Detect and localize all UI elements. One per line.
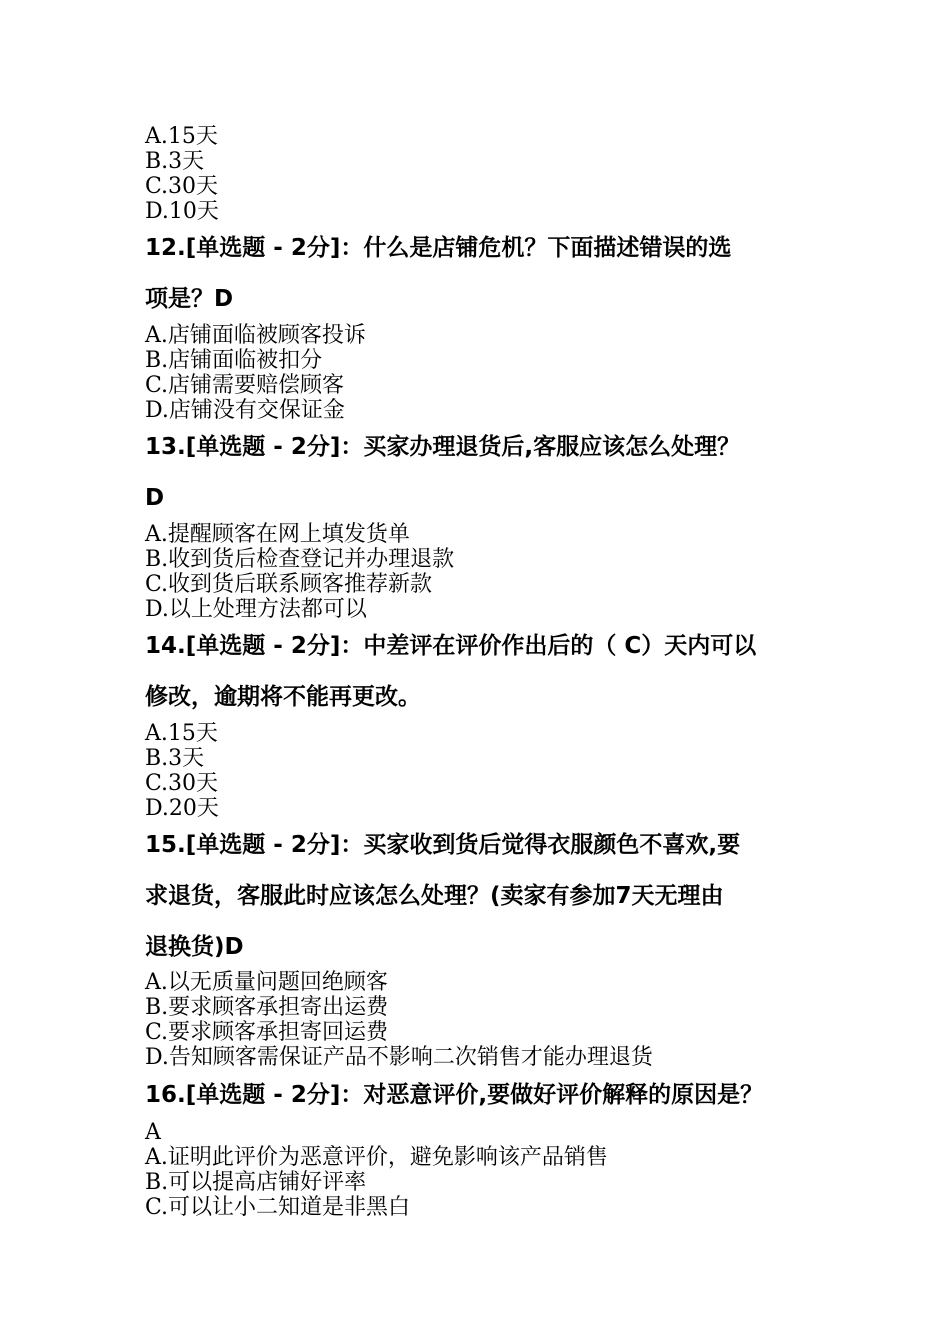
question-15-line1: 15.[单选题 - 2分]：买家收到货后觉得衣服颜色不喜欢,要 xyxy=(145,832,741,858)
option-c: C.店铺需要赔偿顾客 xyxy=(145,373,345,398)
option-c: C.30天 xyxy=(145,174,219,199)
option-b: B.可以提高店铺好评率 xyxy=(145,1170,367,1195)
option-b: B.3天 xyxy=(145,746,205,771)
option-b: B.店铺面临被扣分 xyxy=(145,348,323,373)
option-b: B.3天 xyxy=(145,149,205,174)
option-b: B.要求顾客承担寄出运费 xyxy=(145,995,389,1020)
option-a: A.证明此评价为恶意评价，避免影响该产品销售 xyxy=(145,1145,608,1170)
option-b: B.收到货后检查登记并办理退款 xyxy=(145,547,455,572)
option-d: D.以上处理方法都可以 xyxy=(145,597,367,622)
question-13-line2: D xyxy=(145,485,165,511)
option-c: C.收到货后联系顾客推荐新款 xyxy=(145,572,433,597)
question-15-line2: 求退货，客服此时应该怎么处理？(卖家有参加7天无理由 xyxy=(145,883,724,909)
option-d: D.店铺没有交保证金 xyxy=(145,398,345,423)
question-12-line1: 12.[单选题 - 2分]：什么是店铺危机？下面描述错误的选 xyxy=(145,235,732,261)
option-d: D.告知顾客需保证产品不影响二次销售才能办理退货 xyxy=(145,1045,653,1070)
option-c: C.30天 xyxy=(145,771,219,796)
option-c: C.要求顾客承担寄回运费 xyxy=(145,1020,389,1045)
option-a: A.店铺面临被顾客投诉 xyxy=(145,323,366,348)
question-12-line2: 项是？D xyxy=(145,286,234,312)
question-14-line2: 修改，逾期将不能再更改。 xyxy=(145,684,421,710)
option-a: A.15天 xyxy=(145,721,218,746)
question-16-line1: 16.[单选题 - 2分]：对恶意评价,要做好评价解释的原因是？ xyxy=(145,1082,764,1108)
option-a: A.以无质量问题回绝顾客 xyxy=(145,970,388,995)
option-c: C.可以让小二知道是非黑白 xyxy=(145,1195,411,1220)
question-15-line3: 退换货)D xyxy=(145,934,244,960)
option-d: D.20天 xyxy=(145,796,219,821)
question-14-line1: 14.[单选题 - 2分]：中差评在评价作出后的（ C）天内可以 xyxy=(145,633,757,659)
answer-line: A xyxy=(145,1120,161,1145)
option-a: A.15天 xyxy=(145,124,218,149)
option-d: D.10天 xyxy=(145,199,219,224)
option-a: A.提醒顾客在网上填发货单 xyxy=(145,522,410,547)
question-13-line1: 13.[单选题 - 2分]：买家办理退货后,客服应该怎么处理？ xyxy=(145,434,741,460)
